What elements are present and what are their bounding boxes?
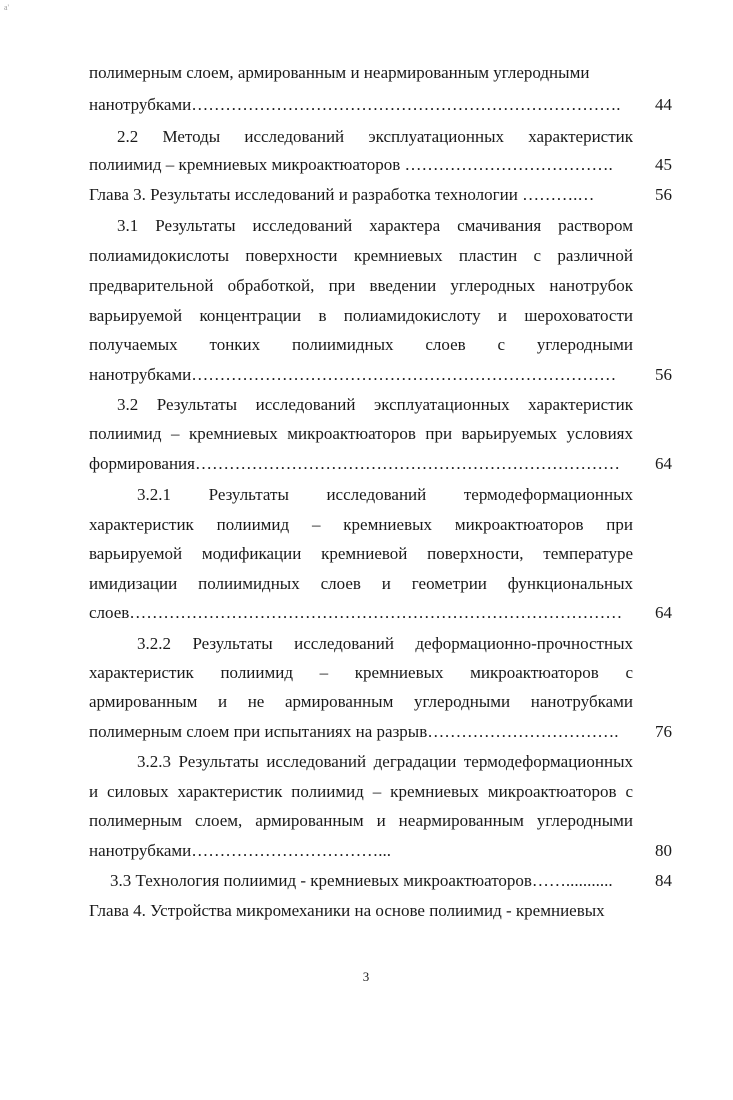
- toc-line: характеристик полиимид – кремниевых микроактюаторов с: [89, 663, 633, 682]
- toc-line: Глава 4. Устройства микромеханики на основе полиимид - кремниевых: [89, 901, 605, 920]
- toc-line: полиимид – кремниевых микроактюаторов ……………………………….: [89, 155, 613, 174]
- toc-line: 3.2.1 Результаты исследований термодеформационных: [137, 485, 633, 504]
- toc-line: имидизации полиимидных слоев и геометрии функциональных: [89, 574, 633, 593]
- toc-page-number: 56: [655, 185, 672, 204]
- toc-line: и силовых характеристик полиимид – кремниевых микроактюаторов с: [89, 782, 633, 801]
- scan-speck: a': [4, 3, 9, 12]
- toc-page-number: 56: [655, 365, 672, 384]
- toc-line: армированным и не армированным углеродными нанотрубками: [89, 692, 633, 711]
- toc-line: варьируемой концентрации в полиамидокислоту и шероховатости: [89, 306, 633, 325]
- toc-line: формирования…………………………………………………………………: [89, 454, 620, 473]
- toc-line: полимерным слоем, армированным и неармированным углеродными: [89, 811, 633, 830]
- toc-page-number: 64: [655, 454, 672, 473]
- toc-line: характеристик полиимид – кремниевых микроактюаторов при: [89, 515, 633, 534]
- toc-line: слоев……………………………………………………………………………: [89, 603, 623, 622]
- toc-line: полимерным слоем при испытаниях на разрыв…………………………….: [89, 722, 619, 741]
- toc-page-number: 80: [655, 841, 672, 860]
- toc-line: нанотрубками………………………………………………………………….: [89, 95, 621, 114]
- toc-line: 3.1 Результаты исследований характера смачивания раствором: [117, 216, 633, 235]
- toc-line: 2.2 Методы исследований эксплуатационных характеристик: [117, 127, 633, 146]
- toc-line: 3.2.3 Результаты исследований деградации термодеформационных: [137, 752, 633, 771]
- toc-line: полимерным слоем, армированным и неармированным углеродными: [89, 63, 590, 82]
- toc-line: 3.2.2 Результаты исследований деформационно-прочностных: [137, 634, 633, 653]
- toc-line: полиамидокислоты поверхности кремниевых пластин с различной: [89, 246, 633, 265]
- toc-line: нанотрубками……………………………...: [89, 841, 392, 860]
- toc-line: предварительной обработкой, при введении углеродных нанотрубок: [89, 276, 633, 295]
- toc-page-number: 45: [655, 155, 672, 174]
- toc-line: нанотрубками…………………………………………………………………: [89, 365, 617, 384]
- toc-line: варьируемой модификации кремниевой поверхности, температуре: [89, 544, 633, 563]
- toc-page-number: 76: [655, 722, 672, 741]
- toc-line: Глава 3. Результаты исследований и разработка технологии ……….…: [89, 185, 595, 204]
- toc-page-number: 84: [655, 871, 672, 890]
- toc-line: 3.2 Результаты исследований эксплуатационных характеристик: [117, 395, 633, 414]
- page-number: 3: [362, 969, 370, 984]
- toc-page-number: 44: [655, 95, 672, 114]
- toc-line: 3.3 Технология полиимид - кремниевых микроактюаторов……...........: [110, 871, 613, 890]
- toc-page-number: 64: [655, 603, 672, 622]
- toc-line: получаемых тонких полиимидных слоев с углеродными: [89, 335, 633, 354]
- toc-line: полиимид – кремниевых микроактюаторов при варьируемых условиях: [89, 424, 633, 443]
